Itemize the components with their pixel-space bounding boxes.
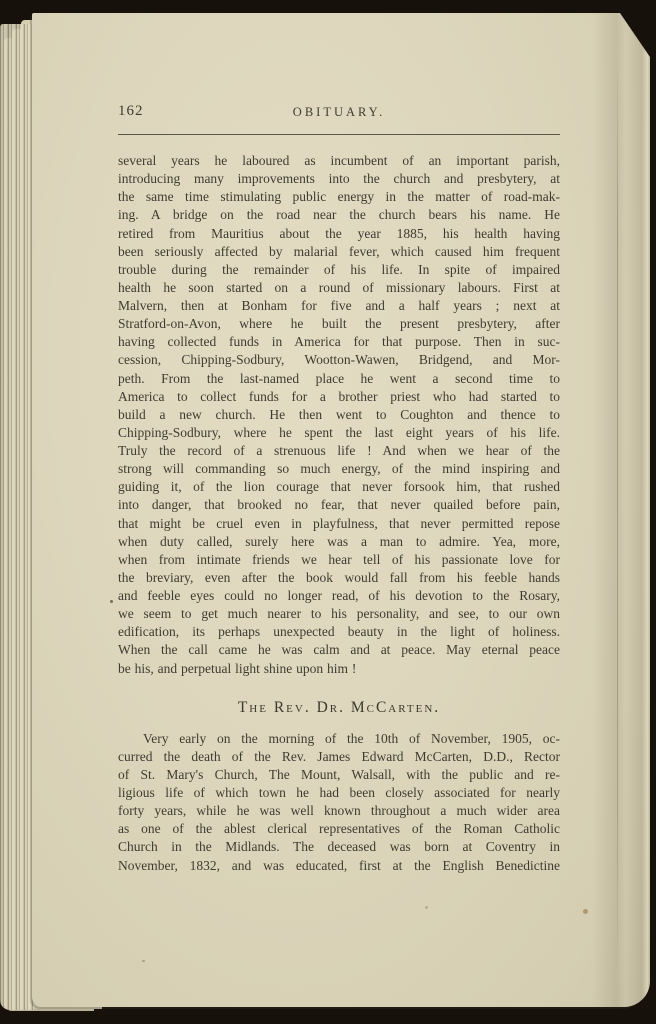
text-line: build a new church. He then went to Coughton and thence to — [118, 406, 560, 422]
text-line: into danger, that brooked no fear, that never quailed before pain, — [118, 497, 560, 513]
text-line: we seem to get much nearer to his personality, and see, to our own — [118, 606, 560, 622]
text-line: that might be cruel even in playfulness, that never permitted repose — [118, 515, 560, 531]
text-line: and feeble eyes could no longer read, of his devotion to the Rosary, — [118, 588, 560, 603]
text-line: Stratford-on-Avon, where he built the present presbytery, after — [118, 316, 560, 332]
running-head-row — [118, 103, 560, 121]
page-number: 162 — [118, 103, 144, 119]
obituary-paragraph-continuation — [118, 152, 560, 678]
text-line: peth. From the last-named place he went a second time to — [118, 370, 560, 386]
text-line: several years he laboured as incumbent of an important parish, — [118, 153, 560, 168]
running-header: OBITUARY. — [292, 105, 386, 119]
obituary-paragraph-mccarten — [118, 730, 560, 875]
text-line: of St. Mary's Church, The Mount, Walsall, with the public and re- — [118, 766, 560, 782]
text-line: be his, and perpetual light shine upon him ! — [118, 660, 357, 676]
text-line: been seriously affected by malarial fever, which caused him frequent — [118, 243, 560, 259]
text-line: the breviary, even after the book would fall from his feeble hands — [118, 569, 560, 585]
text-line: America to collect funds for a brother priest who had started to — [118, 388, 560, 404]
section-heading-mccarten: The Rev. Dr. McCarten. — [237, 698, 441, 716]
text-line: Truly the record of a strenuous life ! And when we hear of the — [118, 443, 560, 458]
text-line: curred the death of the Rev. James Edward McCarten, D.D., Rector — [118, 748, 560, 764]
text-line: as one of the ablest clerical representatives of the Roman Catholic — [118, 821, 560, 837]
page-stack-edges — [0, 24, 34, 1010]
text-line: introducing many improvements into the church and presbytery, at — [118, 171, 560, 187]
text-line: ligious life of which town he had been closely associated for nearly — [118, 785, 560, 800]
text-line: Very early on the morning of the 10th of November, 1905, oc- — [143, 730, 560, 746]
text-line: cession, Chipping-Sodbury, Wootton-Wawen, Bridgend, and Mor- — [118, 352, 560, 368]
page-content — [32, 13, 650, 875]
text-line: guiding it, of the lion courage that never forsook him, that rushed — [118, 479, 560, 495]
header-rule — [118, 134, 560, 135]
text-line: when from intimate friends we hear tell of his passionate love for — [118, 551, 560, 567]
text-line: forty years, while he was well known throughout a much wider area — [118, 803, 560, 819]
text-line: retired from Mauritius about the year 1885, his health having — [118, 225, 560, 241]
text-line: when duty called, surely here was a man to admire. Yea, more, — [118, 533, 560, 549]
text-line: having collected funds in America for that purpose. Then in suc- — [118, 334, 560, 350]
text-line: the same time stimulating public energy in the matter of road-mak- — [118, 189, 560, 205]
text-line: Church in the Midlands. The deceased was born at Coventry in — [118, 839, 560, 855]
text-line: trouble during the remainder of his life. In spite of impaired — [118, 261, 560, 277]
text-line: ing. A bridge on the road near the church bears his name. He — [118, 207, 560, 223]
text-line: strong will commanding so much energy, of the mind inspiring and — [118, 461, 560, 477]
book-page — [32, 13, 650, 1007]
text-line: When the call came he was calm and at peace. May eternal peace — [118, 642, 560, 658]
text-line: Chipping-Sodbury, where he spent the last eight years of his life. — [118, 424, 560, 440]
text-line: edification, its perhaps unexpected beauty in the light of holiness. — [118, 624, 560, 640]
text-line: November, 1832, and was educated, first at the English Benedictine — [118, 857, 560, 873]
text-line: Malvern, then at Bonham for five and a half years ; next at — [118, 298, 560, 313]
text-line: health he soon started on a round of missionary labours. First at — [118, 279, 560, 295]
